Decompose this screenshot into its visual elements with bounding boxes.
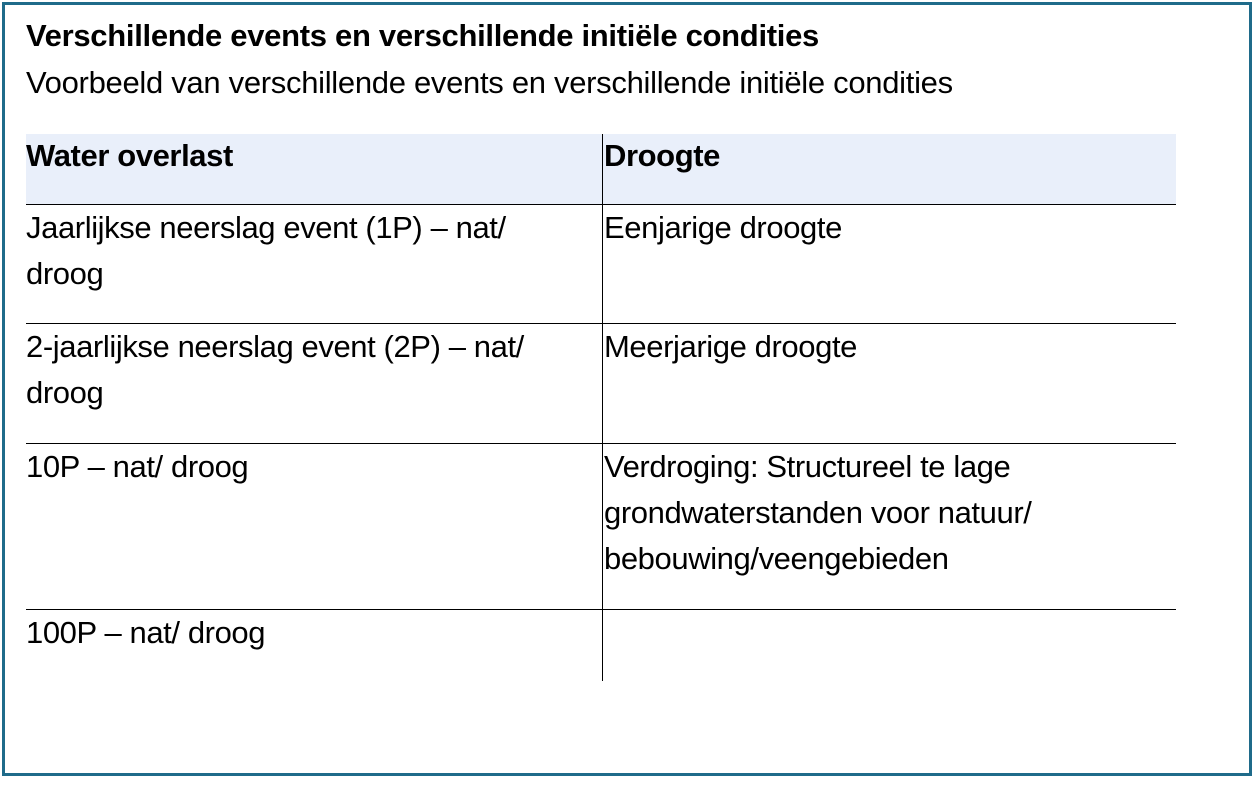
table-row	[26, 324, 1176, 444]
table-cell: Eenjarige droogte	[602, 205, 1176, 323]
table-cell	[602, 610, 1176, 681]
table-cell: Verdroging: Structureel te lage grondwaterstanden voor natuur/ bebouwing/veengebieden	[602, 444, 1176, 609]
table-cell: 10P – nat/ droog	[26, 449, 249, 484]
table-row	[26, 610, 1176, 681]
header-water-overlast: Water overlast	[26, 138, 233, 173]
table-row	[26, 205, 1176, 324]
table-cell: Jaarlijkse neerslag event (1P) – nat/ droog	[26, 210, 506, 291]
figure-subtitle: Voorbeeld van verschillende events en verschillende initiële condities	[26, 65, 953, 100]
table-cell: Meerjarige droogte	[602, 324, 1176, 443]
events-table	[26, 134, 1176, 681]
header-droogte: Droogte	[602, 134, 1176, 204]
table-header-row	[26, 134, 1176, 205]
table-cell: 2-jaarlijkse neerslag event (2P) – nat/ droog	[26, 329, 524, 410]
table-row	[26, 444, 1176, 610]
figure-title: Verschillende events en verschillende initiële condities	[26, 18, 819, 53]
table-cell: 100P – nat/ droog	[26, 615, 266, 650]
